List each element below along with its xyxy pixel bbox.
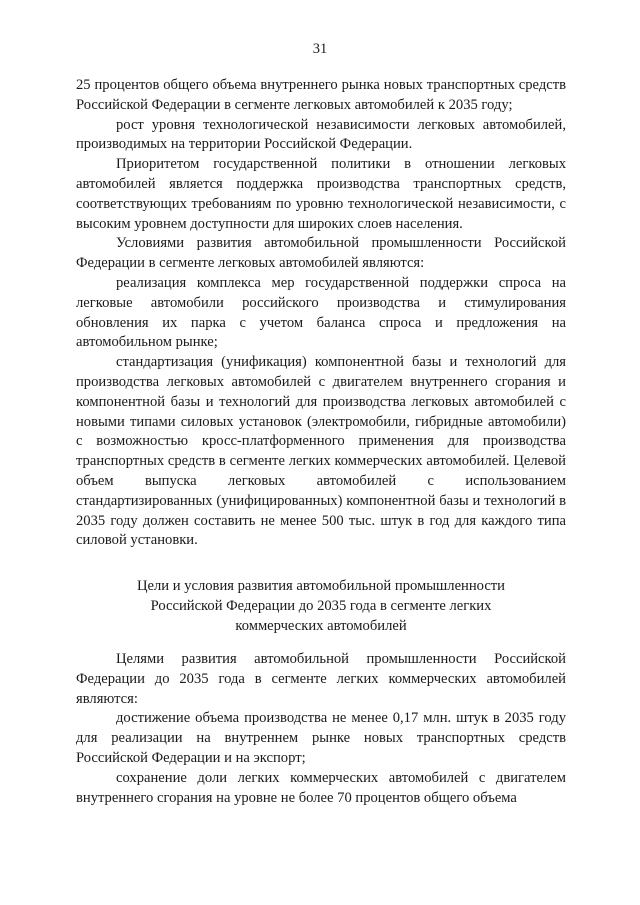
paragraph: Целями развития автомобильной промышленности Российской Федерации до 2035 года в сегменте легких коммерческих автомобилей являются:: [76, 651, 566, 707]
paragraph: Приоритетом государственной политики в отношении легковых автомобилей является поддержка производства транспортных средств, соответствующих требованиям по уровню технологической независимости, с высоким уровнем доступности для широких слоев населения.: [76, 156, 566, 232]
paragraph: стандартизация (унификация) компонентной базы и технологий для производства легковых автомобилей с двигателем внутреннего сгорания и компонентной базы и технологий для производства легковых автомобилей с новыми типами силовых установок (электромобили, гибридные автомобили) с возможностью кросс-платформенного применения для производства транспортных средств в сегменте легких коммерческих автомобилей. Целевой объем выпуска легковых автомобилей с использованием стандартизированных (унифицированных) компонентной базы и технологий в 2035 году должен составить не менее 500 тыс. штук в год для каждого типа силовой установки.: [76, 354, 566, 549]
paragraph: сохранение доли легких коммерческих автомобилей с двигателем внутреннего сгорания на уровне не более 70 процентов общего объема: [76, 769, 566, 806]
paragraph: 25 процентов общего объема внутреннего рынка новых транспортных средств Российской Федерации в сегменте легковых автомобилей к 2035 году;: [76, 77, 566, 113]
paragraph: Условиями развития автомобильной промышленности Российской Федерации в сегменте легковых автомобилей являются:: [76, 235, 566, 272]
section-heading-line: коммерческих автомобилей: [235, 617, 407, 634]
paragraph: рост уровня технологической независимости легковых автомобилей, производимых на территории Российской Федерации.: [76, 116, 566, 153]
paragraph: достижение объема производства не менее 0,17 млн. штук в 2035 году для реализации на внутреннем рынке новых транспортных средств Российской Федерации и на экспорт;: [76, 710, 566, 766]
body-text-top: [76, 76, 566, 551]
section-heading-line: Цели и условия развития автомобильной промышленности: [136, 578, 505, 594]
page-number: 31: [312, 41, 328, 57]
section-heading: [76, 577, 566, 636]
body-text-bottom: [76, 650, 566, 808]
paragraph: реализация комплекса мер государственной поддержки спроса на легковые автомобили российского производства и стимулирования обновления их парка с учетом баланса спроса и предложения на автомобильном рынке;: [76, 274, 566, 351]
section-heading-line: Российской Федерации до 2035 года в сегменте легких: [150, 597, 492, 614]
